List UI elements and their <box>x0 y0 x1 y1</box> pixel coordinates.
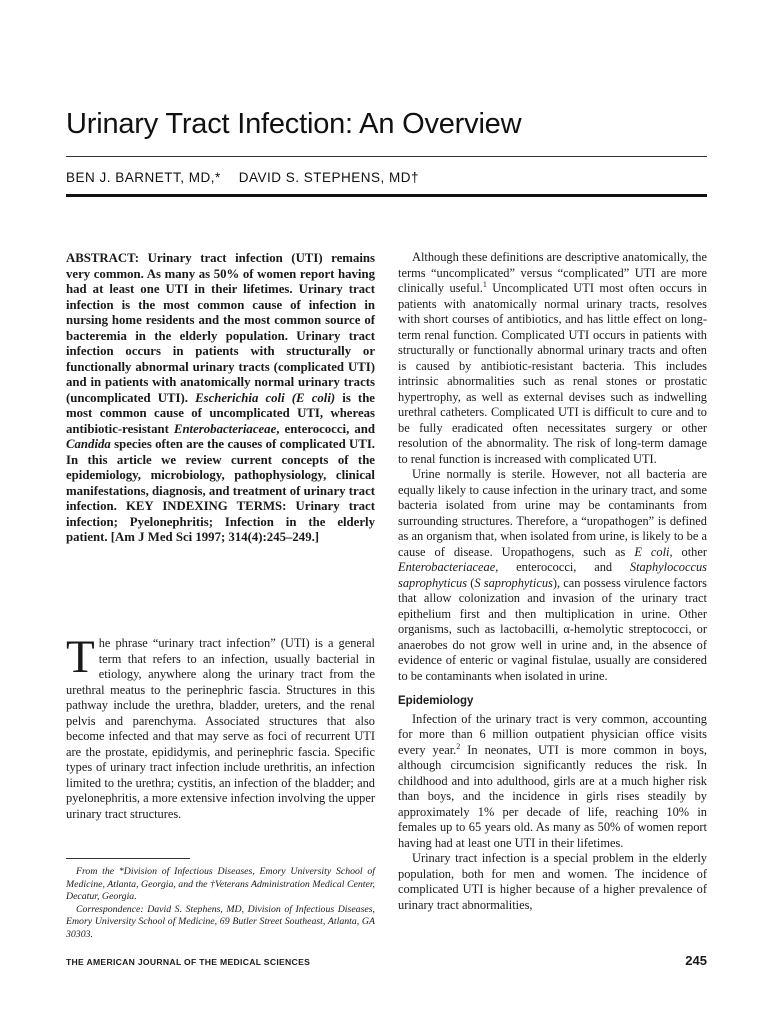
section-heading-epidemiology: Epidemiology <box>398 695 474 707</box>
abstract-text: species often are the causes of complicated UTI. In this article we review current concepts of the epidemiology, microbiology, pathophysiology, clinical manifestations, diagnosis, and treatment of urinary tract infection. KEY INDEXING TERMS: Urinary tract infection; Pyelonephritis; Infection in the elderly patient. [Am J Med Sci 1997; 314(4):245–249.] <box>66 437 376 544</box>
footnote-rule <box>66 858 190 859</box>
body-paragraph <box>398 712 707 852</box>
abstract-organism: Enterobacteriaceae <box>173 421 277 436</box>
body-text: Although these definitions are descriptive anatomically, the terms “uncomplicated” versus “complicated” UTI are more clinically useful. <box>398 250 707 295</box>
article-title: Urinary Tract Infection: An Overview <box>66 108 522 140</box>
body-text: , enterococci, and <box>495 560 630 574</box>
footnotes <box>66 866 375 941</box>
right-column <box>398 250 707 913</box>
title-rule <box>66 156 707 157</box>
organism-name: S saprophyticus <box>474 575 553 590</box>
footnote-correspondence: Correspondence: David S. Stephens, MD, Division of Infectious Diseases, Emory University School of Medicine, 69 Butler Street Southeast, Atlanta, GA 30303. <box>66 903 375 940</box>
body-text: In neonates, UTI is more common in boys, although circumcision significantly reduces the risk. In childhood and into adulthood, girls are at a much higher risk than boys, and the incidence in girls rises steadily by approximately 1% per decade of life, reaching 10% in females up to 65 years old. As many as 50% of women report having had at least one UTI in their lifetimes. <box>398 742 707 850</box>
drop-cap: T <box>66 631 95 683</box>
author-line <box>66 170 419 185</box>
body-text: ( <box>467 575 475 590</box>
abstract <box>66 251 375 546</box>
intro-paragraph <box>66 631 375 822</box>
header-rule <box>66 194 707 197</box>
abstract-text: is the most common cause of uncomplicated UTI, whereas antibiotic-resistant <box>66 390 375 436</box>
organism-name: Staphylococcus saprophyticus <box>398 560 707 590</box>
author-stephens: DAVID S. STEPHENS, MD† <box>238 170 420 185</box>
footnote-affiliation: From the *Division of Infectious Diseases, Emory University School of Medicine, Atlanta, Georgia, and the †Veterans Administration Medical Center, Decatur, Georgia. <box>66 866 375 902</box>
abstract-organism: Escherichia coli (E coli) <box>195 390 336 405</box>
page-number: 245 <box>685 953 707 968</box>
author-barnett: BEN J. BARNETT, MD,* <box>66 170 221 185</box>
body-text: , other <box>669 544 707 559</box>
body-text: Infection of the urinary tract is very common, accounting for more than 6 million outpatient physician office visits every year. <box>398 711 707 757</box>
intro-text: he phrase “urinary tract infection” (UTI) is a general term that refers to an infection, usually bacterial in etiology, anywhere along the urinary tract from the urethral meatus to the perinephric fascia. Structures in this pathway include the urethra, bladder, ureters, and the renal pelvis and parenchyma. Associated structures that also become infected and that may serve as foci of recurrent UTI are the prostate, epididymis, and perinephric fascia. Specific types of urinary tract infection include urethritis, an infection limited to the urethra; cystitis, an infection of the bladder; and pyelonephritis, a more extensive infection involving the upper urinary tract structures. <box>66 636 375 821</box>
body-text: Urine normally is sterile. However, not all bacteria are equally likely to cause infection in the urinary tract, and some bacteria isolated from urine may be contaminants from surrounding structures. Therefore, a “uropathogen” is defined as an organism that, when isolated from urine, is likely to be a cause of disease. Uropathogens, such as <box>398 467 707 559</box>
journal-name: THE AMERICAN JOURNAL OF THE MEDICAL SCIENCES <box>66 957 311 967</box>
abstract-text: , enterococci, and <box>276 421 375 436</box>
body-text: Uncomplicated UTI most often occurs in patients with anatomically normal urinary tracts, resolves with short courses of antibiotics, and has little effect on long-term renal function. Complicated UTI occurs in patients with structurally or functionally abnormal urinary tracts and often is caused by antibiotic-resistant bacteria. This includes intrinsic abnormalities such as renal stones or prostatic hypertrophy, as well as external devises such as indwelling urethral catheters. Complicated UTI is difficult to cure and to be fully eradicated often necessitates surgery or other resolution of the abnormality. The risk of long-term damage to renal function is increased with complicated UTI. <box>398 281 707 466</box>
abstract-organism: Candida <box>66 437 111 451</box>
organism-name: Enterobacteriaceae <box>398 560 496 574</box>
abstract-label: ABSTRACT: <box>66 251 140 265</box>
body-text: ), can possess virulence factors that allow colonization and invasion of the urinary tract epithelium first and then multiplication in urine. Other organisms, such as lactobacilli, α-hemolytic streptococci, or anaerobes do not grow well in urine and, in the absence of evidence of enteric or vaginal fistulae, usually are considered to be contaminants when isolated in urine. <box>398 575 708 683</box>
body-paragraph <box>398 250 707 467</box>
reference-marker: 1 <box>482 279 487 289</box>
abstract-text: Urinary tract infection (UTI) remains very common. As many as 50% of women report having had at least one UTI in their lifetimes. Urinary tract infection is the most common cause of infection in nursing home residents and the most common source of bacteremia in the elderly population. Urinary tract infection occurs in patients with structurally or functionally abnormal urinary tracts (complicated UTI) and in patients with anatomically normal urinary tracts (uncomplicated UTI). <box>66 251 375 405</box>
body-paragraph: Urinary tract infection is a special problem in the elderly population, both for men and women. The incidence of complicated UTI is higher because of a higher prevalence of urinary tract abnormalities, <box>398 851 707 912</box>
body-paragraph <box>398 467 707 684</box>
organism-name: E coli <box>634 544 670 559</box>
reference-marker: 2 <box>456 741 461 751</box>
